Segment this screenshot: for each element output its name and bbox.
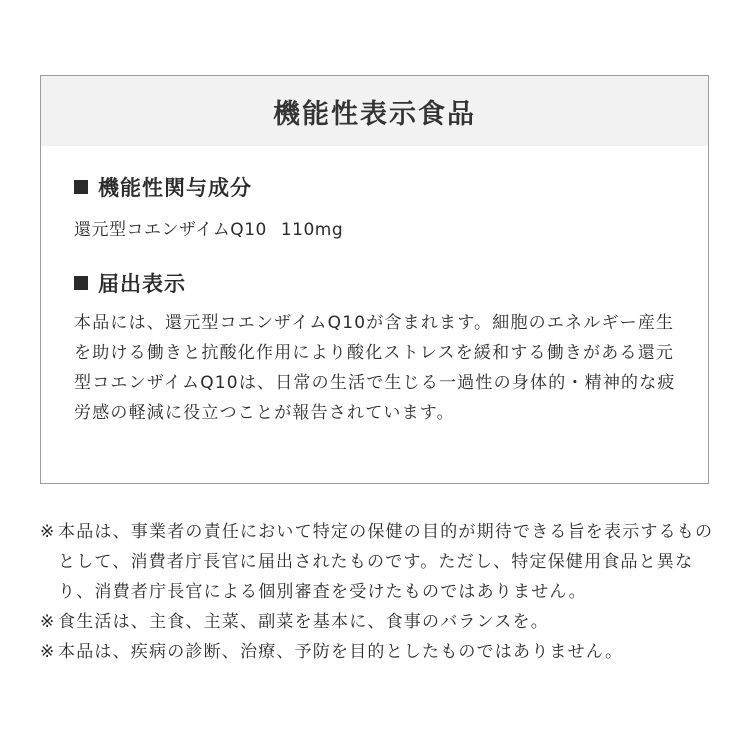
note-item [40,517,715,607]
square-bullet-icon [74,180,88,194]
note-mark: ※ [40,522,56,542]
functional-ingredient-heading-text: 機能性関与成分 [98,176,252,200]
note-text: 本品は、疾病の診断、治療、予防を目的としたものではありません。 [58,642,624,662]
square-bullet-icon [74,276,88,290]
note-mark: ※ [40,642,56,662]
functional-ingredient-heading [74,174,678,202]
ingredient-name: 還元型コエンザイムQ10 [74,220,267,240]
note-item [40,607,715,637]
note-item [40,637,715,667]
note-mark: ※ [40,612,56,632]
ingredient-amount: 110mg [280,220,344,240]
disclaimer-notes [40,517,715,667]
label-title: 機能性表示食品 [273,98,476,130]
notification-heading [74,270,678,298]
label-body [41,146,708,428]
label-header [41,76,708,146]
note-text: 本品は、事業者の責任において特定の保健の目的が期待できる旨を表示するものとして、消費者庁長官に届出されたものです。ただし、特定保健用食品と異なり、消費者庁長官による個別審査を受けたものではありません。 [58,522,714,602]
note-text: 食生活は、主食、主菜、副菜を基本に、食事のバランスを。 [58,612,549,632]
notification-heading-text: 届出表示 [98,272,186,296]
notification-text: 本品には、還元型コエンザイムQ10が含まれます。細胞のエネルギー産生を助ける働きと抗酸化作用により酸化ストレスを緩和する働きがある還元型コエンザイムQ10は、日常の生活で生じる一過性の身体的・精神的な疲労感の軽減に役立つことが報告されています。 [74,313,676,423]
ingredient-line [74,218,678,242]
functional-food-label-box [40,75,709,484]
